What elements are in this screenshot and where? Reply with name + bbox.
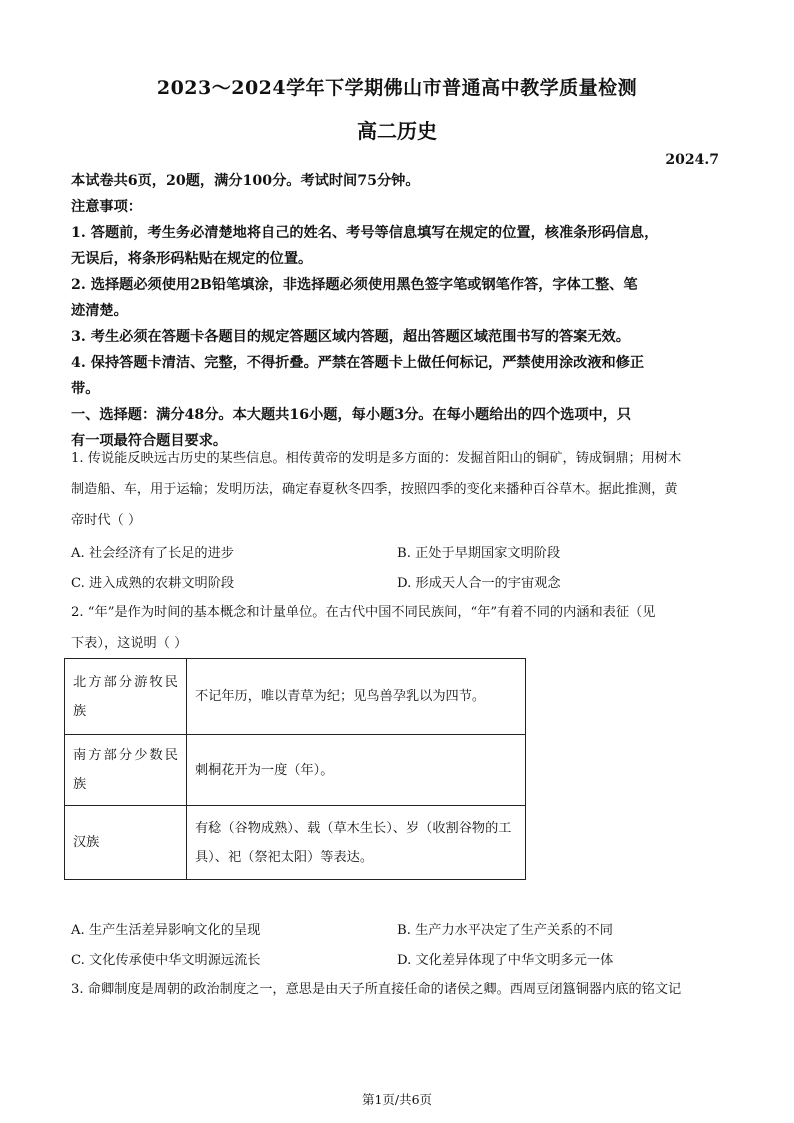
table-row <box>65 806 526 880</box>
section-heading: 有一项最符合题目要求。 <box>71 433 228 449</box>
question-1-option-c[interactable]: C. 进入成熟的农耕文明阶段 <box>71 576 235 591</box>
table-cell-group: 汉族 <box>65 806 187 880</box>
question-3-stem: 3. 命卿制度是周朝的政治制度之一，意思是由天子所直接任命的诸侯之卿。西周豆闭簋铜器内底的铭文记 <box>71 982 682 997</box>
question-1-stem: 制造船、车，用于运输；发明历法，确定春夏秋冬四季，按照四季的变化来播种百谷草木。据此推测，黄 <box>71 482 678 497</box>
table-cell-desc: 有稔（谷物成熟）、载（草木生长）、岁（收割谷物的工具）、祀（祭祀太阳）等表达。 <box>187 806 526 880</box>
table-cell-desc: 刺桐花开为一度（年）。 <box>187 735 526 806</box>
notice-line: 迹清楚。 <box>71 303 128 319</box>
question-1-option-a[interactable]: A. 社会经济有了长足的进步 <box>71 546 234 561</box>
exam-intro: 本试卷共6页，20题，满分100分。考试时间75分钟。 <box>71 173 420 189</box>
question-2-stem: 下表），这说明（ ） <box>71 636 188 651</box>
question-2-stem: 2. “年”是作为时间的基本概念和计量单位。在古代中国不同民族间，“年”有着不同的内涵和表征（见 <box>71 605 656 620</box>
question-1-stem: 帝时代（ ） <box>71 513 142 528</box>
notice-heading: 注意事项： <box>71 199 142 215</box>
exam-title: 2023～2024学年下学期佛山市普通高中教学质量检测 <box>156 77 638 99</box>
notice-line: 1. 答题前，考生务必清楚地将自己的姓名、考号等信息填写在规定的位置，核准条形码信息， <box>71 225 659 241</box>
question-2-option-c[interactable]: C. 文化传承使中华文明源远流长 <box>71 953 261 968</box>
question-1-option-b[interactable]: B. 正处于早期国家文明阶段 <box>397 546 561 561</box>
table-cell-group: 北方部分游牧民族 <box>65 659 187 735</box>
notice-line: 4. 保持答题卡清洁、完整，不得折叠。严禁在答题卡上做任何标记，严禁使用涂改液和修正 <box>71 355 645 371</box>
question-2-option-a[interactable]: A. 生产生活差异影响文化的呈现 <box>71 923 261 938</box>
notice-line: 无误后，将条形码粘贴在规定的位置。 <box>71 251 313 267</box>
exam-date: 2024.7 <box>665 152 719 168</box>
calendar-table <box>64 658 526 880</box>
section-heading: 一、选择题：满分48分。本大题共16小题，每小题3分。在每小题给出的四个选项中，只 <box>71 407 632 423</box>
notice-line: 3. 考生必须在答题卡各题目的规定答题区域内答题，超出答题区域范围书写的答案无效。 <box>71 329 630 345</box>
table-cell-desc: 不记年历，唯以青草为纪；见鸟兽孕乳以为四节。 <box>187 659 526 735</box>
question-1-stem: 1. 传说能反映远古历史的某些信息。相传黄帝的发明是多方面的：发掘首阳山的铜矿，铸成铜鼎；用树木 <box>71 451 682 466</box>
table-row <box>65 659 526 735</box>
table-row <box>65 735 526 806</box>
question-1-option-d[interactable]: D. 形成天人合一的宇宙观念 <box>397 576 561 591</box>
exam-subject: 高二历史 <box>357 119 437 143</box>
page-number: 第1页/共6页 <box>361 1092 433 1107</box>
question-2-option-b[interactable]: B. 生产力水平决定了生产关系的不同 <box>397 923 613 938</box>
notice-line: 带。 <box>71 381 100 397</box>
question-2-option-d[interactable]: D. 文化差异体现了中华文明多元一体 <box>397 953 614 968</box>
table-cell-group: 南方部分少数民族 <box>65 735 187 806</box>
notice-line: 2. 选择题必须使用2B铅笔填涂，非选择题必须使用黑色签字笔或钢笔作答，字体工整、笔 <box>71 277 638 293</box>
